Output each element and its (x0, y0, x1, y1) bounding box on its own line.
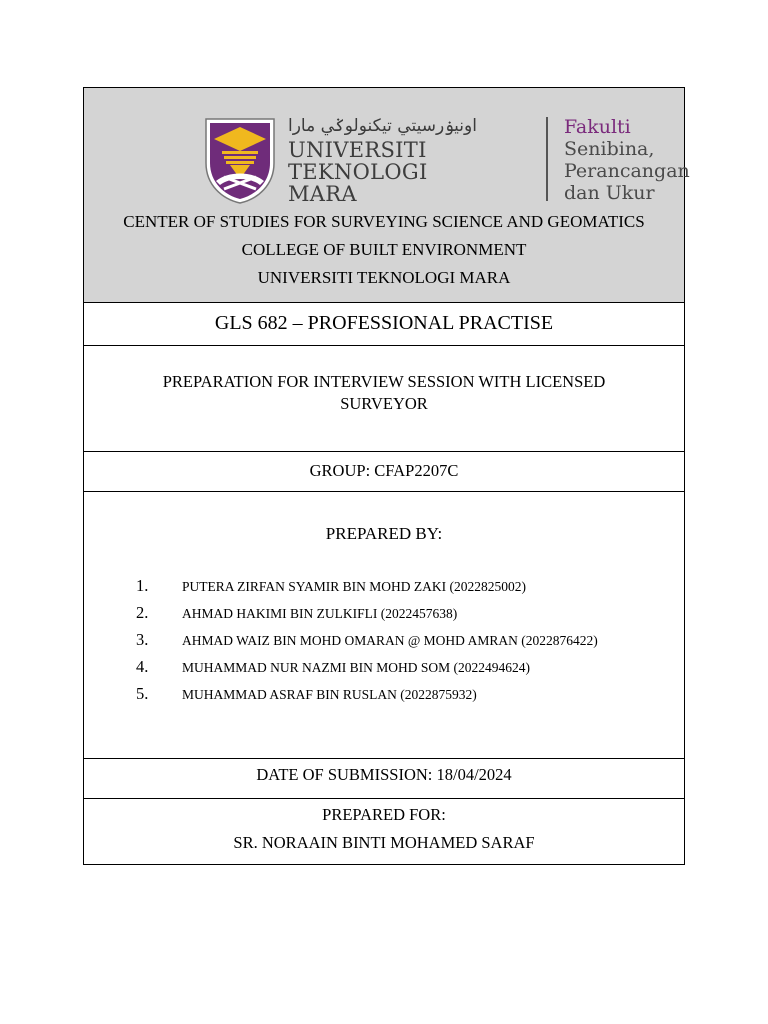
member-number: 5. (136, 684, 149, 703)
list-item (84, 630, 684, 656)
submission-date: DATE OF SUBMISSION: 18/04/2024 (256, 765, 512, 784)
faculty-wordmark-line: dan Ukur (564, 182, 655, 204)
college-name: COLLEGE OF BUILT ENVIRONMENT (241, 240, 527, 259)
university-wordmark-line: TEKNOLOGI (288, 160, 428, 184)
cover-page-frame (83, 87, 690, 865)
member-name: AHMAD WAIZ BIN MOHD OMARAN @ MOHD AMRAN (2022876422) (182, 633, 598, 648)
member-number: 4. (136, 657, 149, 676)
group-section (84, 451, 684, 491)
prepared-for-heading: PREPARED FOR: (322, 805, 446, 824)
course-section (84, 302, 684, 345)
prepared-by-section (84, 491, 684, 758)
list-item (84, 576, 684, 602)
member-name: MUHAMMAD ASRAF BIN RUSLAN (2022875932) (182, 687, 477, 702)
center-name: CENTER OF STUDIES FOR SURVEYING SCIENCE AND GEOMATICS (123, 212, 645, 231)
university-wordmark-line: MARA (288, 182, 357, 206)
university-wordmark (288, 115, 477, 206)
member-name: MUHAMMAD NUR NAZMI BIN MOHD SOM (2022494624) (182, 660, 531, 675)
member-name: PUTERA ZIRFAN SYAMIR BIN MOHD ZAKI (2022825002) (182, 579, 527, 594)
group-code: GROUP: CFAP2207C (309, 461, 459, 480)
submission-section (84, 758, 684, 798)
university-name: UNIVERSITI TEKNOLOGI MARA (257, 268, 511, 287)
uitm-crest-icon (202, 115, 278, 205)
member-number: 1. (136, 576, 149, 595)
list-item (84, 657, 684, 683)
university-wordmark-line: UNIVERSITI (288, 138, 427, 162)
faculty-wordmark-line: Perancangan (564, 160, 690, 182)
header-section (84, 88, 690, 302)
member-name: AHMAD HAKIMI BIN ZULKIFLI (2022457638) (182, 606, 458, 621)
report-title: PREPARATION FOR INTERVIEW SESSION WITH LICENSED SURVEYOR (162, 372, 606, 413)
list-item (84, 603, 684, 629)
university-jawi-text: اونيۏرسيتي تيكنولوݢي مارا (288, 116, 477, 136)
list-item (84, 684, 684, 710)
course-title: GLS 682 – PROFESSIONAL PRACTISE (214, 312, 554, 334)
faculty-wordmark-line: Fakulti (564, 116, 631, 138)
uitm-logo (202, 115, 690, 206)
member-number: 3. (136, 630, 149, 649)
prepared-for-section (84, 798, 684, 864)
faculty-wordmark-line: Senibina, (564, 138, 655, 160)
faculty-wordmark (546, 115, 706, 205)
member-number: 2. (136, 603, 149, 622)
title-section (84, 345, 684, 451)
prepared-by-heading: PREPARED BY: (325, 524, 443, 543)
lecturer-name: SR. NORAAIN BINTI MOHAMED SARAF (233, 833, 535, 852)
